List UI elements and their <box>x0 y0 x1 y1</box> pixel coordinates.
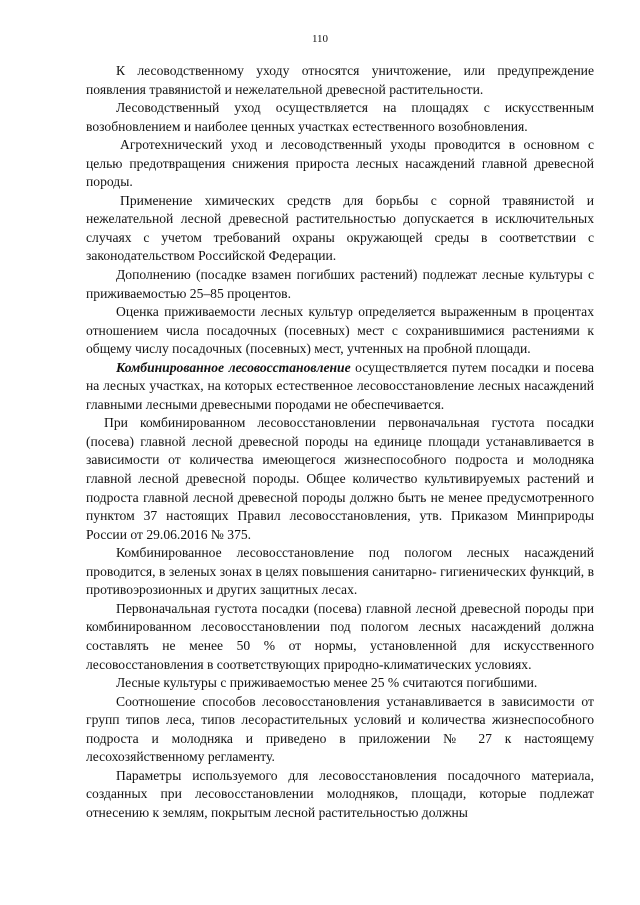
paragraph-agrotechnical-care: Агротехнический уход и лесоводственный уходы проводится в основном с целью предотвращения снижения прироста лесных насаждений главной древесной породы. <box>86 137 594 190</box>
paragraph-dead-cultures: Лесные культуры с приживаемостью менее 25 % считаются погибшими. <box>116 675 538 691</box>
paragraph-methods-ratio: Соотношение способов лесовосстановления устанавливается в зависимости от групп типов леса, типов лесорастительных условий и количества жизнеспособного подроста и молодняка и приведено в приложении № 27 к настоящему лесохозяйственному регламенту. <box>86 693 594 765</box>
combined-reforestation-term: Комбинированное лесовосстановление <box>116 359 351 375</box>
page-number: 110 <box>311 33 329 45</box>
paragraph-initial-density: При комбинированном лесовосстановлении первоначальная густота посадки (посева) главной лесной древесной породы на единице площади устанавливается в зависимости от количества имеющегося жизнеспособного подроста и молодняка главной лесной древесной породы. Общее количество культивируемых растений и подроста главной лесной древесной породы должно быть не менее предусмотренного пунктом 37 настоящих Правил лесовосстановления, утв. Приказом Минприроды России от 29.06.2016 № 375. <box>86 415 594 542</box>
combined-reforestation-text: осуществляется путем посадки и посева на лесных участках, на которых естественное лесовосстановление лесных насаждений главными лесными древесными породами не обеспечивается. <box>86 359 594 412</box>
paragraph-replanting: Дополнению (посадке взамен погибших растений) подлежат лесные культуры с приживаемостью 25–85 процентов. <box>86 267 594 301</box>
paragraph-under-canopy: Комбинированное лесовосстановление под пологом лесных насаждений проводится, в зеленых зонах в целях повышения санитарно- гигиенических функций, в противоэрозионных и других защитных лесах. <box>86 545 594 598</box>
paragraph-forestry-care-definition: К лесоводственному уходу относятся уничтожение, или предупреждение появления травянистой и нежелательной древесной растительности. <box>86 63 594 97</box>
paragraph-under-canopy-density: Первоначальная густота посадки (посева) главной лесной древесной породы при комбинированном лесовосстановлении под пологом лесных насаждений должна составлять не менее 50 % от нормы, установленной для искусственного лесовосстановления в соответствующих природно-климатических условиях. <box>86 600 594 672</box>
paragraph-chemical-means: Применение химических средств для борьбы с сорной травянистой и нежелательной лесной древесной растительностью допускается в исключительных случаях с учетом требований охраны окружающей среды в соответствии с законодательством Российской Федерации. <box>86 192 594 264</box>
paragraph-survival-assessment: Оценка приживаемости лесных культур определяется выраженным в процентах отношением числа посадочных (посевных) мест с сохранившимися растениями к общему числу посадочных (посевных) мест, учтенных на пробной площади. <box>86 304 594 357</box>
paragraph-forestry-care-areas: Лесоводственный уход осуществляется на площадях с искусственным возобновлением и наиболее ценных участках естественного возобновления. <box>86 100 594 134</box>
paragraph-combined-reforestation <box>86 359 594 415</box>
document-body <box>86 62 594 822</box>
paragraph-planting-material: Параметры используемого для лесовосстановления посадочного материала, созданных при лесовосстановлении молодняков, площади, которые подлежат отнесению к землям, покрытым лесной растительностью должны <box>86 767 594 820</box>
